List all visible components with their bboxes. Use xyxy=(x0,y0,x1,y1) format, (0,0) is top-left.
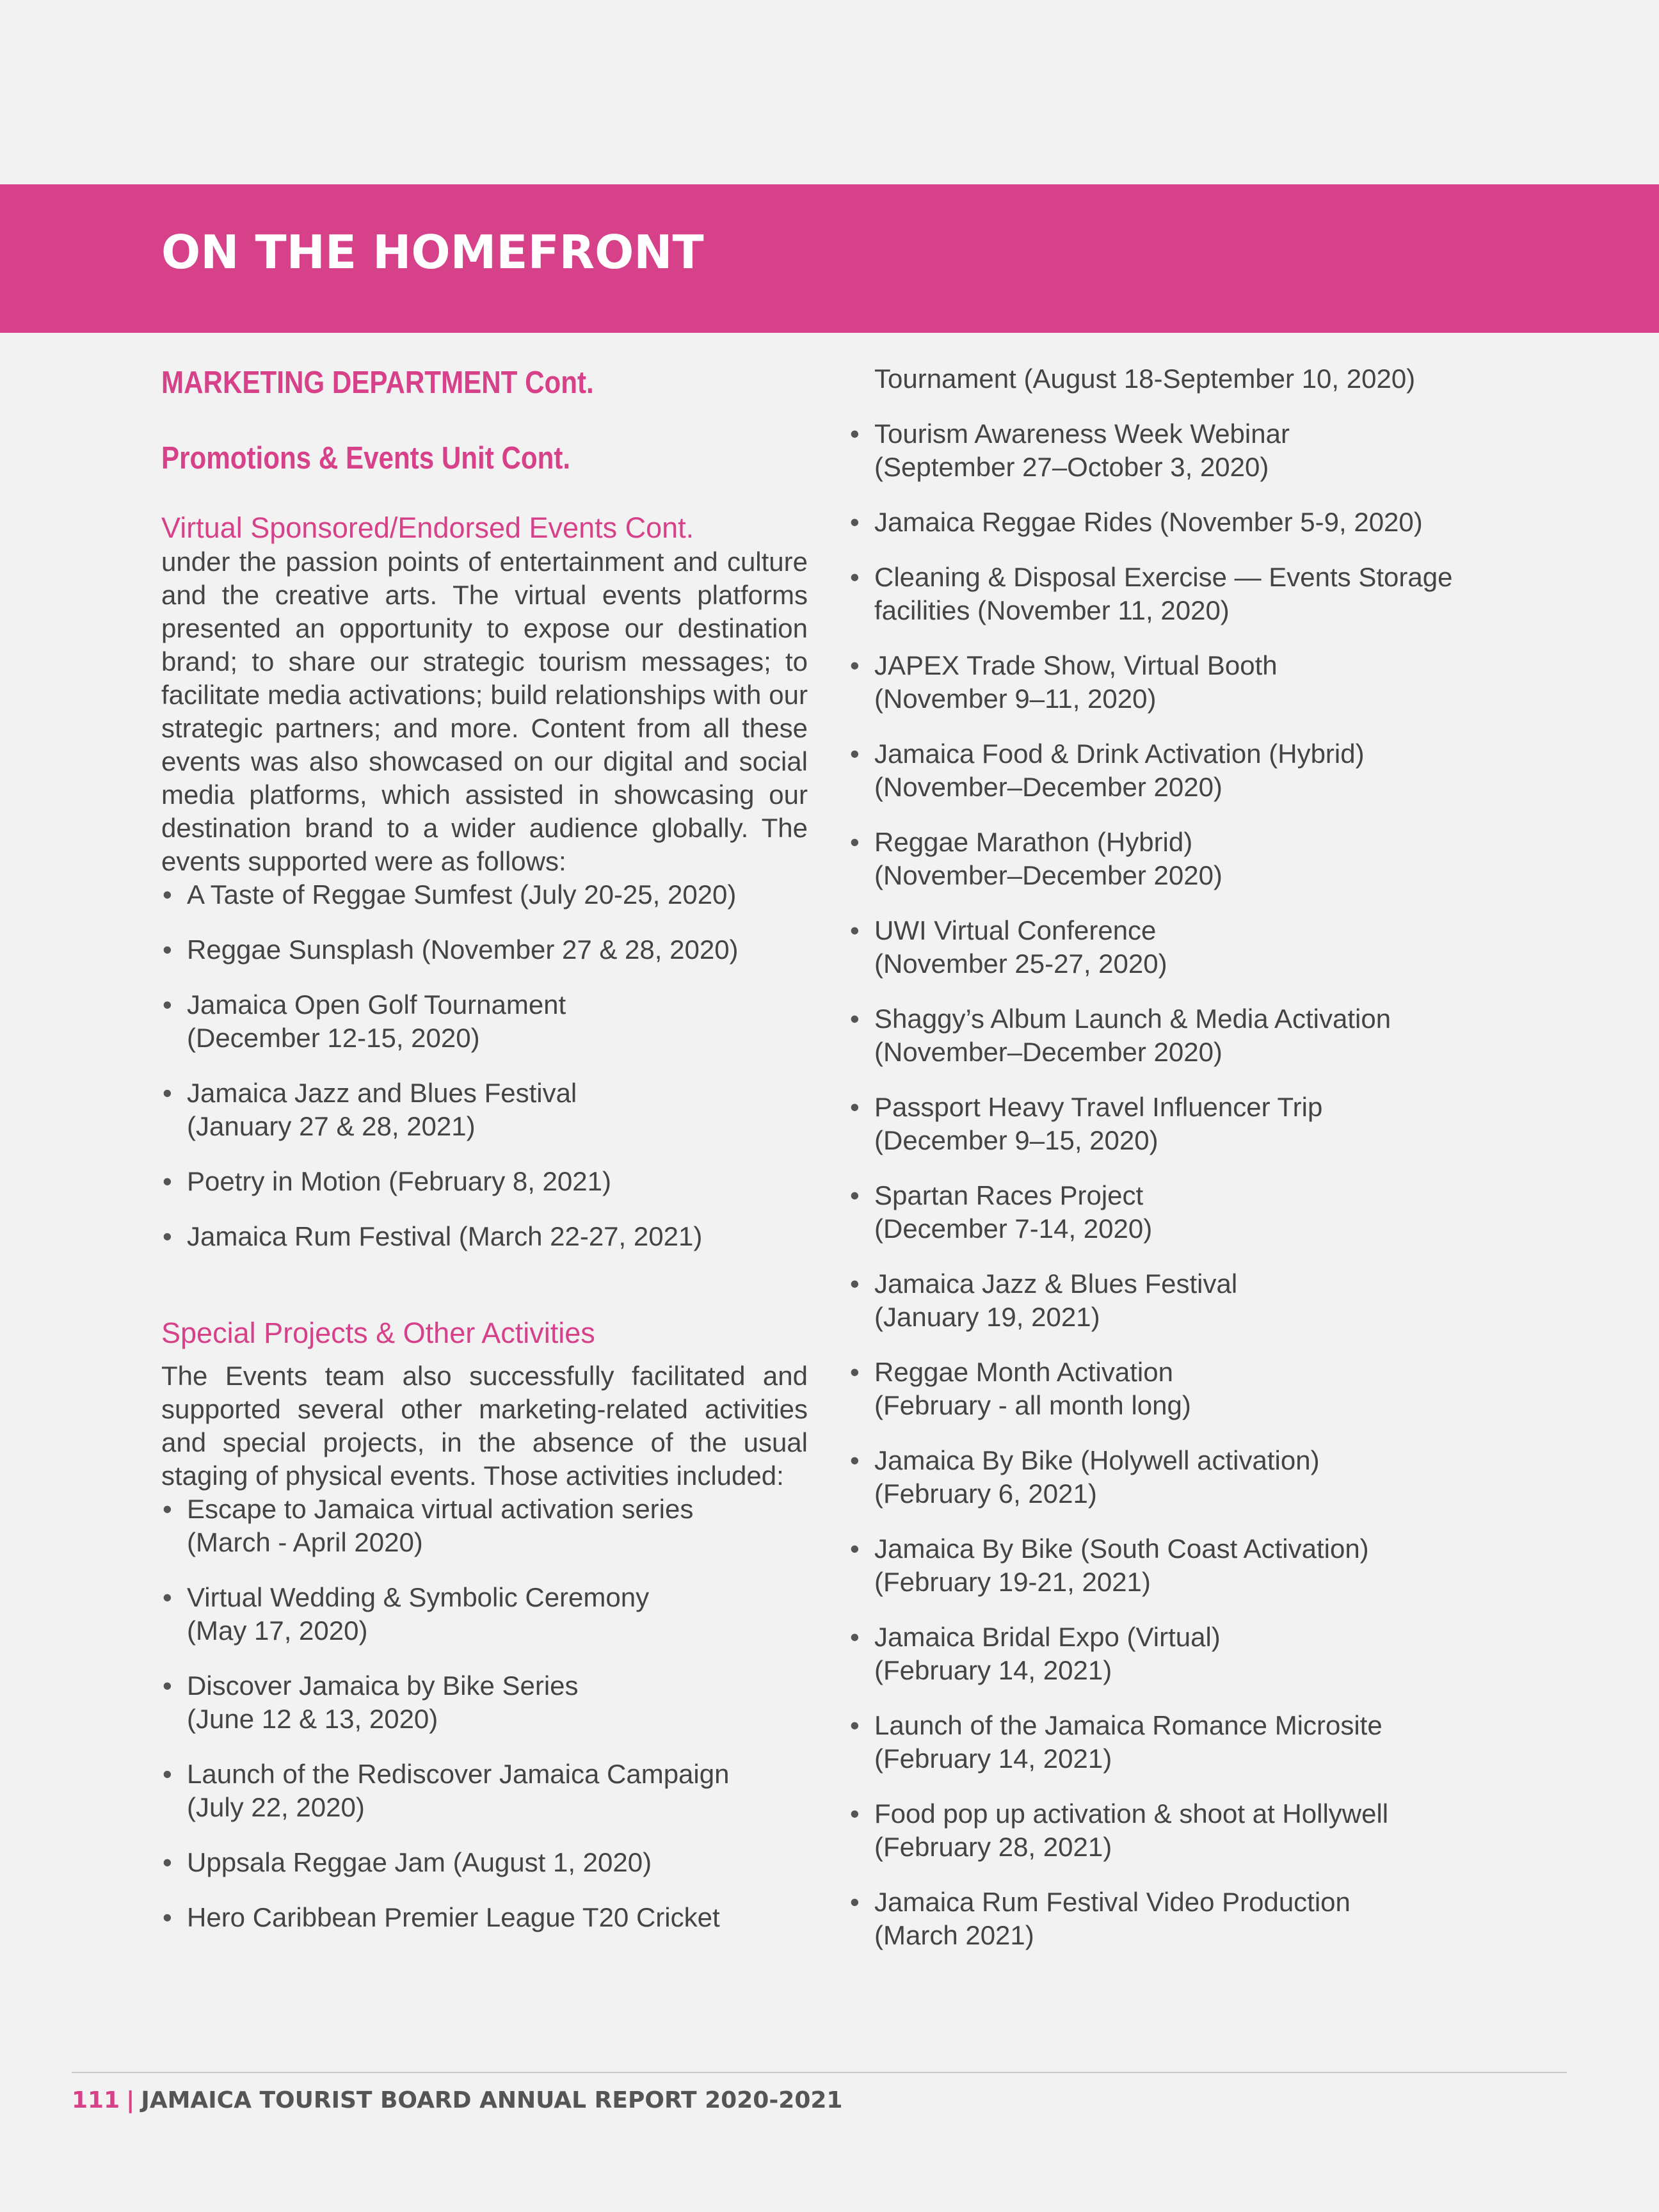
unit-heading: Promotions & Events Unit Cont. xyxy=(161,441,571,476)
list-item: • Spartan Races Project (December 7-14, 2020) xyxy=(849,1179,1495,1246)
right-column xyxy=(849,362,1495,1974)
list-item: • Reggae Marathon (Hybrid) (November–December 2020) xyxy=(849,826,1495,892)
page-footer xyxy=(72,2085,842,2116)
continued-list-item: Tournament (August 18-September 10, 2020) xyxy=(874,364,1416,394)
list-item: • Jamaica Rum Festival (March 22-27, 2021) xyxy=(161,1220,808,1253)
department-heading: MARKETING DEPARTMENT Cont. xyxy=(161,365,594,400)
list-item: • UWI Virtual Conference (November 25-27, 2020) xyxy=(849,914,1495,981)
list-item: • Jamaica Open Golf Tournament (December 12-15, 2020) xyxy=(161,988,808,1055)
report-title: JAMAICA TOURIST BOARD ANNUAL REPORT 2020-2021 xyxy=(141,2087,843,2113)
list-item: • Virtual Wedding & Symbolic Ceremony (May 17, 2020) xyxy=(161,1581,808,1647)
list-item: • Jamaica Rum Festival Video Production (March 2021) xyxy=(849,1886,1495,1952)
list-item: • Shaggy’s Album Launch & Media Activation (November–December 2020) xyxy=(849,1002,1495,1069)
special-projects-heading: Special Projects & Other Activities xyxy=(161,1317,595,1349)
list-item: • Poetry in Motion (February 8, 2021) xyxy=(161,1165,808,1198)
special-projects-list xyxy=(161,1493,808,1934)
left-column xyxy=(161,362,808,1956)
list-item: • Uppsala Reggae Jam (August 1, 2020) xyxy=(161,1846,808,1879)
list-item: • Passport Heavy Travel Influencer Trip (December 9–15, 2020) xyxy=(849,1091,1495,1157)
virtual-events-heading: Virtual Sponsored/Endorsed Events Cont. xyxy=(161,511,694,544)
list-item: • Launch of the Jamaica Romance Microsite (February 14, 2021) xyxy=(849,1709,1495,1775)
list-item: • Hero Caribbean Premier League T20 Cricket xyxy=(161,1901,808,1934)
list-item: • Jamaica Bridal Expo (Virtual) (February 14, 2021) xyxy=(849,1621,1495,1687)
list-item: • A Taste of Reggae Sumfest (July 20-25, 2020) xyxy=(161,878,808,911)
list-item: • Discover Jamaica by Bike Series (June 12 & 13, 2020) xyxy=(161,1669,808,1736)
page-number: 111 xyxy=(72,2087,120,2113)
list-item: • Reggae Month Activation (February - all month long) xyxy=(849,1356,1495,1422)
list-item: • Jamaica Jazz & Blues Festival (January 19, 2021) xyxy=(849,1267,1495,1334)
virtual-events-list xyxy=(161,878,808,1253)
list-item: • Jamaica Jazz and Blues Festival (January 27 & 28, 2021) xyxy=(161,1077,808,1143)
list-item: • Tourism Awareness Week Webinar (September 27–October 3, 2020) xyxy=(849,417,1495,484)
virtual-events-paragraph: under the passion points of entertainment and culture and the creative arts. The virtual events platforms presented an opportunity to expose our destination brand; to share our strategic tourism messages; to facilitate media activations; build relationships with our strategic partners; and more. Content from all these events was also showcased on our digital and social media platforms, which assisted in showcasing our destination brand to a wider audience globally. The events supported were as follows: xyxy=(161,547,808,876)
footer-separator: | xyxy=(126,2087,135,2113)
list-item: • Launch of the Rediscover Jamaica Campaign (July 22, 2020) xyxy=(161,1758,808,1824)
list-item: • Jamaica Reggae Rides (November 5-9, 2020) xyxy=(849,506,1495,539)
list-item: • Food pop up activation & shoot at Hollywell (February 28, 2021) xyxy=(849,1797,1495,1864)
list-item: • Jamaica By Bike (South Coast Activation) (February 19-21, 2021) xyxy=(849,1532,1495,1599)
page-title: ON THE HOMEFRONT xyxy=(161,225,704,279)
list-item: • Reggae Sunsplash (November 27 & 28, 2020) xyxy=(161,933,808,966)
activities-list-continued xyxy=(849,417,1495,1952)
list-item: • JAPEX Trade Show, Virtual Booth (November 9–11, 2020) xyxy=(849,649,1495,716)
list-item: • Jamaica Food & Drink Activation (Hybrid) (November–December 2020) xyxy=(849,737,1495,804)
footer-divider xyxy=(72,2072,1567,2073)
special-projects-paragraph: The Events team also successfully facilitated and supported several other marketing-related activities and special projects, in the absence of the usual staging of physical events. Those activities included: xyxy=(161,1361,808,1491)
list-item: • Escape to Jamaica virtual activation series (March - April 2020) xyxy=(161,1493,808,1559)
list-item: • Cleaning & Disposal Exercise — Events Storage facilities (November 11, 2020) xyxy=(849,561,1495,627)
list-item: • Jamaica By Bike (Holywell activation) (February 6, 2021) xyxy=(849,1444,1495,1511)
